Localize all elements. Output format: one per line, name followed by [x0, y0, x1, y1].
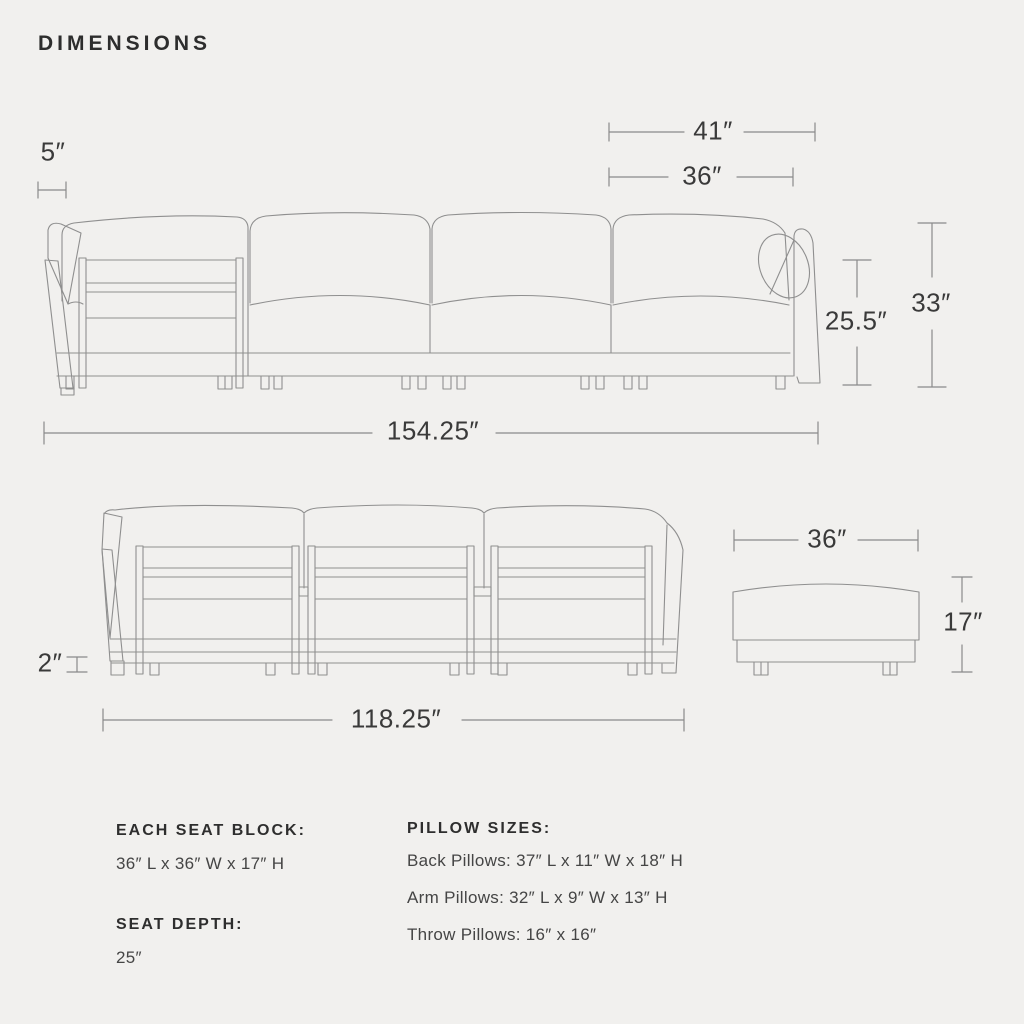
dim-label-ottoman-width: 36″	[807, 523, 847, 554]
back-view-legs	[150, 663, 637, 675]
sofa-front-view-drawing	[45, 213, 820, 396]
pillow-specs	[407, 820, 683, 945]
page-title: DIMENSIONS	[38, 32, 212, 55]
dim-label-seat-width: 36″	[682, 160, 722, 191]
dim-label-overall-height: 33″	[911, 287, 951, 318]
dim-label-ottoman-height: 17″	[943, 606, 983, 637]
pillow-spec-back: Back Pillows: 37″ L x 11″ W x 18″ H	[407, 851, 684, 870]
dim-label-leg-height: 2″	[37, 647, 63, 678]
pillow-spec-arm: Arm Pillows: 32″ L x 9″ W x 13″ H	[407, 888, 668, 907]
dim-label-seat-back-height: 25.5″	[824, 305, 888, 336]
pillow-sizes-heading: PILLOW SIZES:	[407, 820, 552, 837]
front-view-legs	[66, 376, 785, 389]
seat-block-value: 36″ L x 36″ W x 17″ H	[116, 854, 285, 873]
seat-depth-heading: SEAT DEPTH:	[116, 916, 244, 933]
dim-label-corner-width: 41″	[693, 115, 733, 146]
dim-label-arm-depth: 5″	[40, 136, 66, 167]
dim-label-back-width: 118.25″	[350, 703, 442, 734]
seat-block-specs	[116, 822, 306, 968]
seat-depth-value: 25″	[116, 948, 142, 967]
dim-line-arm-depth	[38, 182, 66, 198]
dim-line-leg-height	[67, 657, 87, 672]
sofa-back-view-drawing	[102, 505, 683, 675]
pillow-spec-throw: Throw Pillows: 16″ x 16″	[407, 925, 597, 944]
seat-block-heading: EACH SEAT BLOCK:	[116, 822, 306, 839]
ottoman-drawing	[733, 584, 919, 675]
dim-label-overall-width: 154.25″	[386, 415, 480, 446]
